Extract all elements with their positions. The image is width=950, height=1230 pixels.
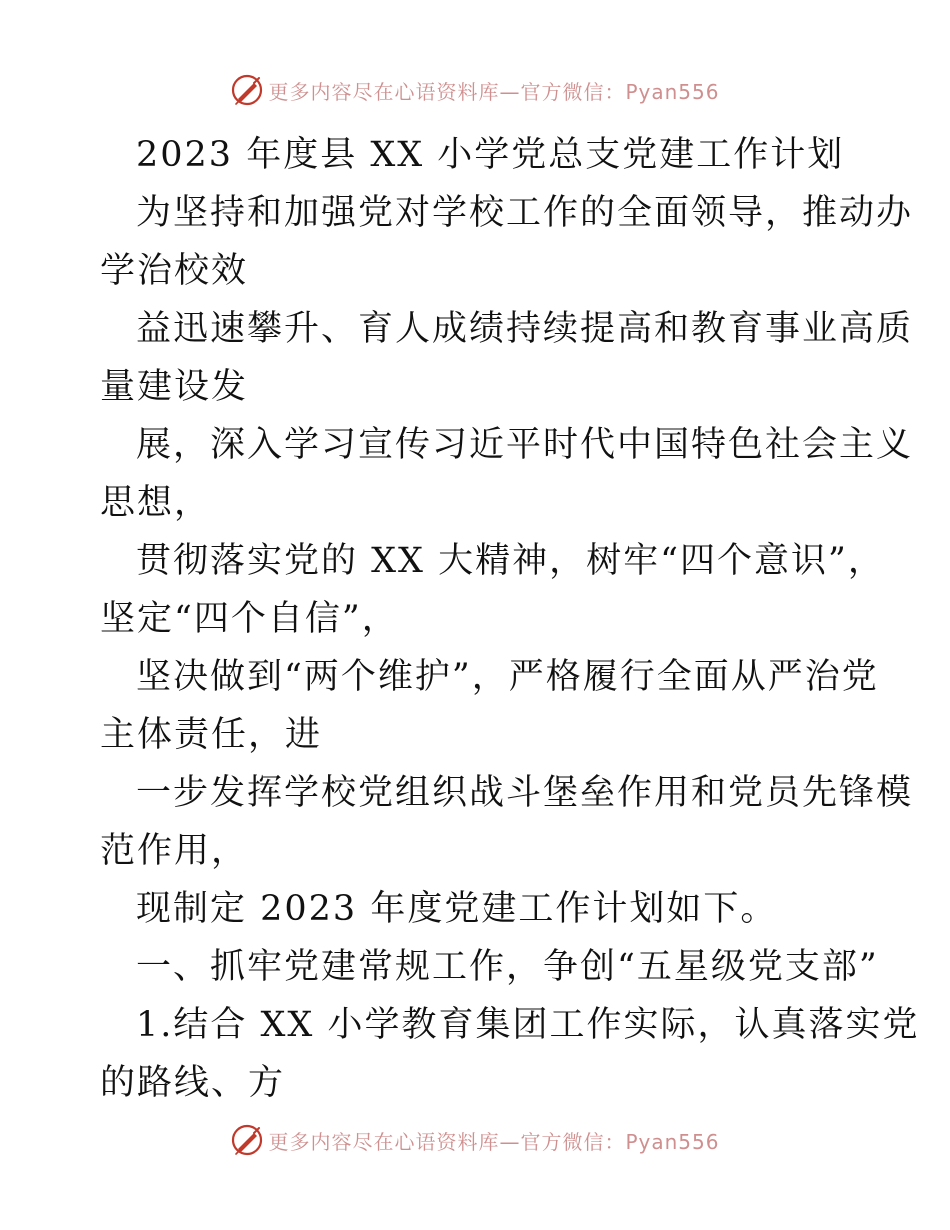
footer-watermark-banner <box>0 1120 950 1160</box>
document-body <box>100 126 920 1112</box>
quill-pen-logo-icon <box>230 1123 264 1157</box>
watermark-text: 更多内容尽在心语资料库—官方微信：Pyan556 <box>268 1129 720 1154</box>
paragraph-line: 范作用， <box>100 831 249 871</box>
paragraph-line: 贯彻落实党的 XX 大精神，树牢“四个意识”， <box>136 541 885 581</box>
watermark-text: 更多内容尽在心语资料库—官方微信：Pyan556 <box>268 79 720 104</box>
paragraph-line: 思想， <box>100 483 212 523</box>
document-title: 2023 年度县 XX 小学党总支党建工作计划 <box>136 135 845 175</box>
quill-pen-logo-icon <box>230 73 264 107</box>
paragraph-line: 量建设发 <box>100 367 249 407</box>
paragraph-line: 1.结合 XX 小学教育集团工作实际，认真落实党 <box>136 1005 920 1045</box>
paragraph-line: 现制定 2023 年度党建工作计划如下。 <box>136 889 778 929</box>
paragraph-line: 学治校效 <box>100 251 249 291</box>
header-watermark-banner <box>0 70 950 110</box>
paragraph-line: 坚决做到“两个维护”，严格履行全面从严治党 <box>136 657 879 697</box>
paragraph-line: 坚定“四个自信”， <box>100 599 399 639</box>
paragraph-line: 主体责任，进 <box>100 715 323 755</box>
paragraph-line: 展，深入学习宣传习近平时代中国特色社会主义 <box>136 425 914 465</box>
paragraph-line: 一步发挥学校党组织战斗堡垒作用和党员先锋模 <box>136 773 914 813</box>
section-heading: 一、抓牢党建常规工作，争创“五星级党支部” <box>136 947 879 987</box>
paragraph-line: 为坚持和加强党对学校工作的全面领导，推动办 <box>136 193 914 233</box>
paragraph-line: 益迅速攀升、育人成绩持续提高和教育事业高质 <box>136 309 914 349</box>
paragraph-line: 的路线、方 <box>100 1063 286 1103</box>
